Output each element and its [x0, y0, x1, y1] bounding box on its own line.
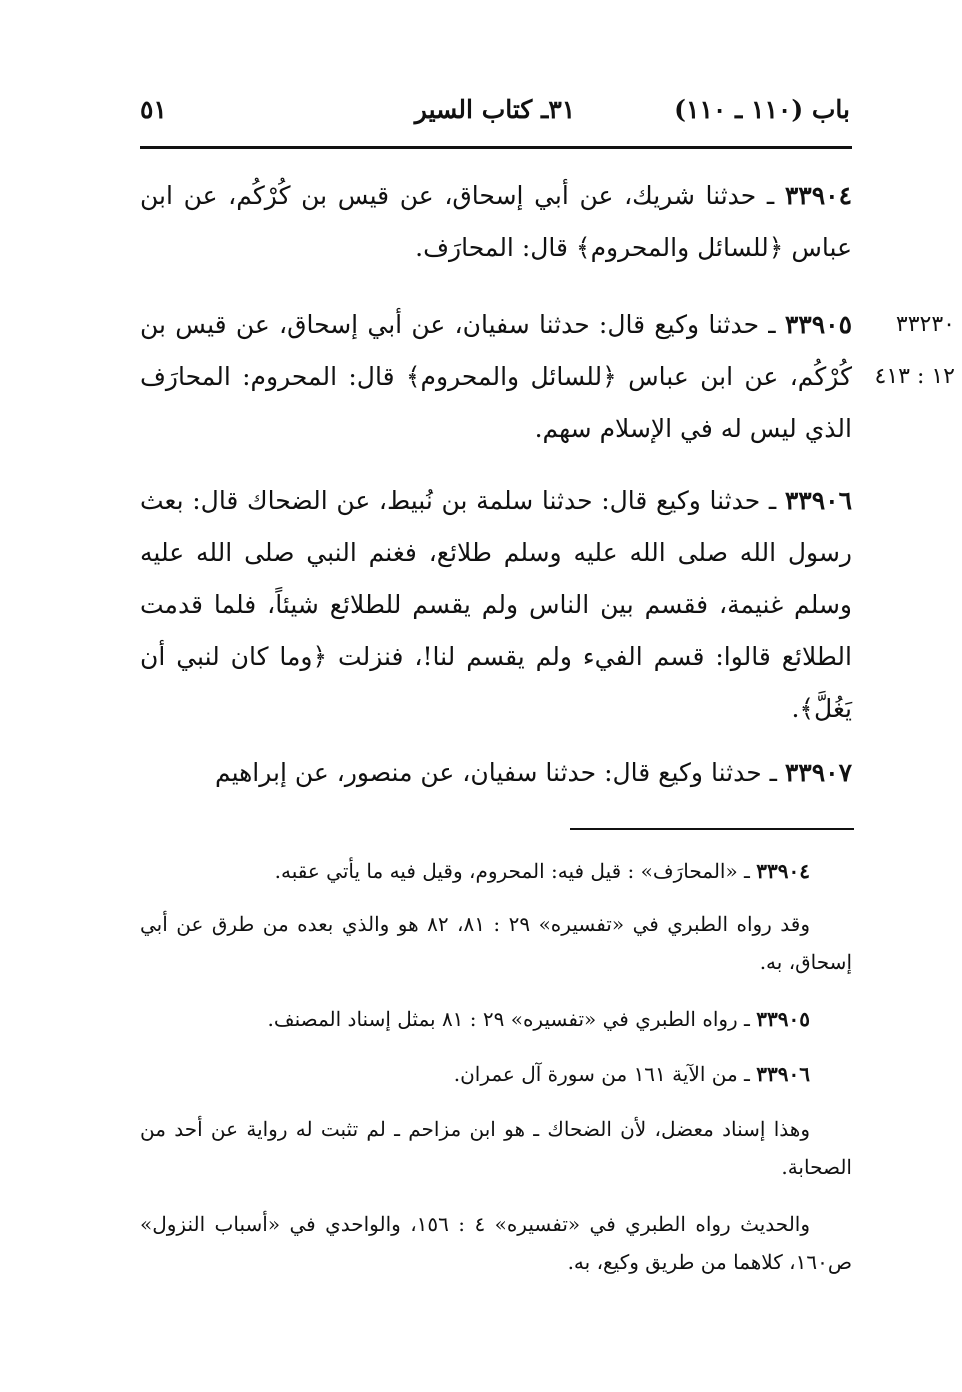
- footnote-number: ٣٣٩٠٥: [756, 1007, 810, 1031]
- footnote-text: ـ من الآية ١٦١ من سورة آل عمران.: [453, 1062, 757, 1086]
- chapter-range: باب (١١٠ ـ ١١٠): [674, 95, 850, 124]
- footnote: [140, 1110, 852, 1186]
- margin-reference: [855, 299, 955, 403]
- hadith-paragraph: [140, 747, 852, 799]
- hadith-number: ٣٣٩٠٦: [784, 486, 852, 515]
- footnote-text: والحديث رواه الطبري في «تفسيره» ٤ : ١٥٦، والواحدي في «أسباب النزول» ص١٦٠، كلاهما من طريق وكيع، به.: [140, 1212, 852, 1274]
- header-rule: [140, 146, 852, 149]
- footnote-number: ٣٣٩٠٦: [756, 1062, 810, 1086]
- page-header: [140, 95, 850, 135]
- hadith-paragraph: [140, 475, 852, 735]
- page-number: ٥١: [140, 95, 167, 124]
- hadith-number: ٣٣٩٠٥: [784, 310, 852, 339]
- footnote-rule: [570, 828, 854, 830]
- footnote-text: وقد رواه الطبري في «تفسيره» ٢٩ : ٨١، ٨٢ هو والذي بعده من طرق عن أبي إسحاق، به.: [140, 912, 852, 974]
- footnote: [140, 905, 852, 981]
- footnote-number: ٣٣٩٠٤: [756, 859, 810, 883]
- hadith-paragraph: [140, 299, 852, 455]
- footnote-text: وهذا إسناد معضل، لأن الضحاك ـ هو ابن مزاحم ـ لم تثبت له رواية عن أحد من الصحابة.: [140, 1117, 852, 1179]
- margin-reference-volume: ١٢ : ٤١٣: [874, 364, 955, 389]
- hadith-text: ـ حدثنا وكيع قال: حدثنا سلمة بن نُبيط، عن الضحاك قال: بعث رسول الله صلى الله عليه وسلم طلائع، فغنم النبي صلى الله عليه وسلم غنيمة، فقسم بين الناس ولم يقسم للطلائع شيئاً، فلما قدمت الطلائع قالوا: قسم الفيء ولم يقسم لنا!، فنزلت ﴿وما كان لنبي أن يَغُلَّ﴾.: [140, 486, 852, 723]
- hadith-number: ٣٣٩٠٤: [784, 181, 852, 210]
- hadith-paragraph: [140, 170, 852, 274]
- footnote-text: ـ رواه الطبري في «تفسيره» ٢٩ : ٨١ بمثل إسناد المصنف.: [267, 1007, 757, 1031]
- footnote-text: ـ «المحارَف» : قيل فيه: المحروم، وقيل فيه ما يأتي عقبه.: [274, 859, 757, 883]
- footnote: [140, 1205, 852, 1281]
- hadith-number: ٣٣٩٠٧: [784, 758, 852, 787]
- margin-reference-number: ٣٣٢٣٠: [895, 312, 955, 337]
- footnote: [140, 1055, 852, 1093]
- hadith-text: ـ حدثنا وكيع قال: حدثنا سفيان، عن منصور، عن إبراهيم: [214, 758, 785, 787]
- hadith-text: ـ حدثنا شريك، عن أبي إسحاق، عن قيس بن كُرْكُم، عن ابن عباس ﴿للسائل والمحروم﴾ قال: المحارَف.: [140, 181, 852, 262]
- footnote: [140, 852, 852, 890]
- hadith-text: ـ حدثنا وكيع قال: حدثنا سفيان، عن أبي إسحاق، عن قيس بن كُرْكُم، عن ابن عباس ﴿للسائل والمحروم﴾ قال: المحروم: المحارَف الذي ليس له في الإسلام سهم.: [140, 310, 852, 443]
- footnote: [140, 1000, 852, 1038]
- book-title: ٣١ـ كتاب السير: [414, 95, 576, 124]
